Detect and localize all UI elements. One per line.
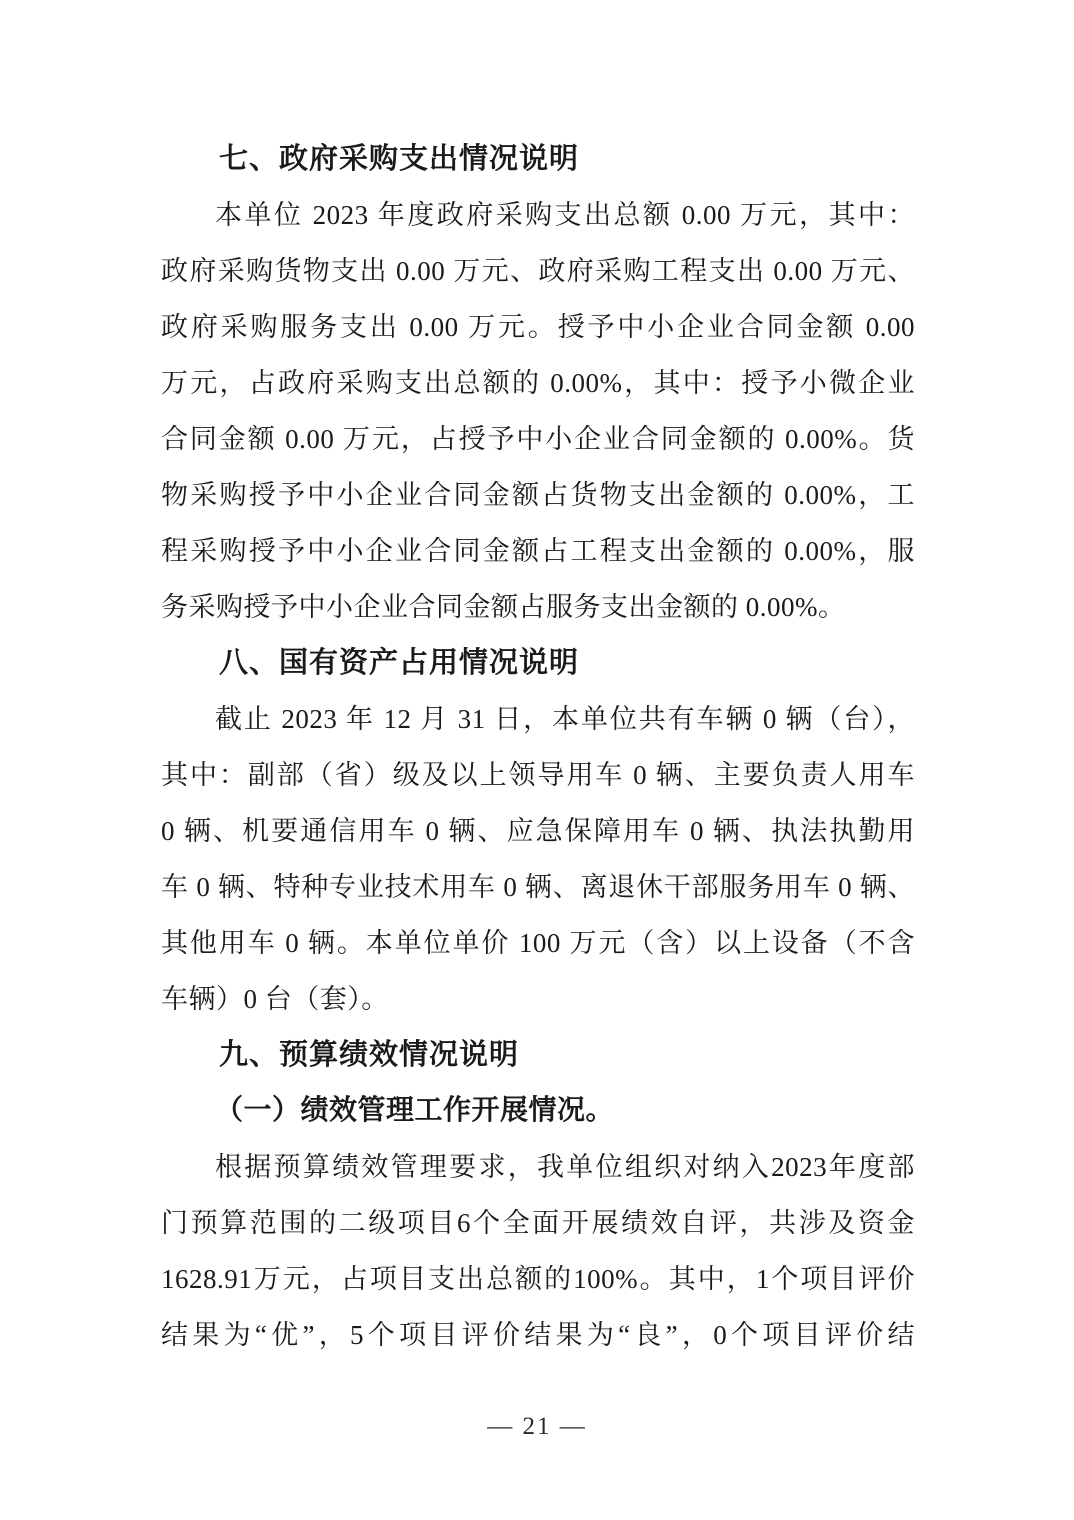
section-9-line: 1628.91万元，占项目支出总额的100%。其中，1个项目评价 (161, 1264, 915, 1294)
section-9-heading: 九、预算绩效情况说明 (219, 1039, 520, 1071)
section-7-heading: 七、政府采购支出情况说明 (219, 143, 580, 175)
section-7-line: 程采购授予中小企业合同金额占工程支出金额的 0.00%，服 (161, 536, 915, 566)
section-7-line: 务采购授予中小企业合同金额占服务支出金额的 0.00%。 (161, 592, 846, 622)
document-body (161, 0, 915, 1363)
section-7-line: 政府采购服务支出 0.00 万元。授予中小企业合同金额 0.00 (161, 312, 915, 342)
section-8-line: 其他用车 0 辆。本单位单价 100 万元（含）以上设备（不含 (161, 928, 915, 958)
section-9-subheading: （一）绩效管理工作开展情况。 (215, 1095, 615, 1126)
section-8-line: 0 辆、机要通信用车 0 辆、应急保障用车 0 辆、执法执勤用 (161, 816, 915, 846)
section-9-line: 根据预算绩效管理要求，我单位组织对纳入2023年度部 (215, 1152, 915, 1182)
section-8-line: 其中：副部（省）级及以上领导用车 0 辆、主要负责人用车 (161, 760, 915, 790)
section-8-line: 车 0 辆、特种专业技术用车 0 辆、离退休干部服务用车 0 辆、 (161, 872, 915, 902)
section-7-line: 本单位 2023 年度政府采购支出总额 0.00 万元，其中： (215, 200, 915, 230)
section-8-line: 车辆）0 台（套）。 (161, 984, 389, 1014)
section-9-line: 门预算范围的二级项目6个全面开展绩效自评，共涉及资金 (161, 1208, 915, 1238)
page-number: — 21 — (487, 1413, 587, 1440)
section-7-line: 政府采购货物支出 0.00 万元、政府采购工程支出 0.00 万元、 (161, 256, 915, 286)
section-7-line: 万元，占政府采购支出总额的 0.00%，其中：授予小微企业 (161, 368, 915, 398)
section-7-line: 合同金额 0.00 万元，占授予中小企业合同金额的 0.00%。货 (161, 424, 915, 454)
section-8-heading: 八、国有资产占用情况说明 (219, 647, 580, 679)
section-9-line: 结果为“优”，5个项目评价结果为“良”，0个项目评价结 (161, 1320, 915, 1350)
section-7-line: 物采购授予中小企业合同金额占货物支出金额的 0.00%，工 (161, 480, 915, 510)
section-8-line: 截止 2023 年 12 月 31 日，本单位共有车辆 0 辆（台）， (215, 704, 915, 734)
